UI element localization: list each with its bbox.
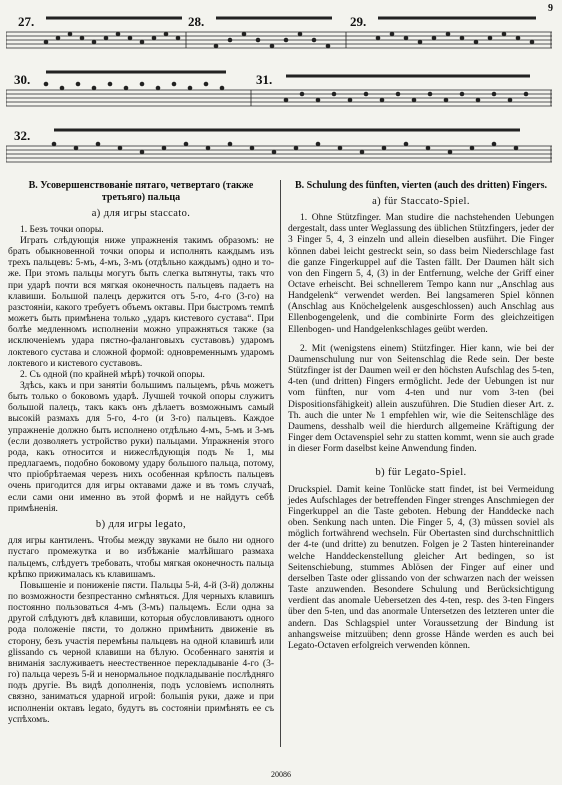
left-paragraph-2: Здѣсь, какъ и при занятіи большимъ пальцемъ, рѣчь можетъ быть только о боковомъ ударѣ. Лучшей точкой опоры служитъ большой палецъ, такъ какъ онъ дѣлаетъ возможнымъ самый высокій размахъ для 5-го, 4-го (и 3-го) пальцевъ. Каждое упражненіе должно быть исполнено отдѣльно 4-мъ, 5-мъ и 3-мъ (если дозволяетъ устройство руки) пальцами. Упражненія этого рода, какъ относится и нижеслѣдующія подъ № 1, мы предлагаемъ, подобно боковому удару большого пальца, потому, что пріобрѣтаемая черезъ нихъ особенная крѣпость пальцевъ очень пригодится для игры октавами даже и въ томъ случаѣ, если сами они именно въ этой формѣ и не найдутъ себѣ примѣненія. (8, 381, 274, 514)
left-heading: B. Усовершенствованіе пятаго, четвертаго (также третьяго) пальца (28, 180, 254, 203)
page-number: 9 (548, 3, 553, 14)
example-number-27: 27. (18, 14, 35, 29)
left-paragraph-1: Играть слѣдующія ниже упражненія такимъ образомъ: не брать обыкновенной точки опоры и исполнять каждымъ изъ трехъ пальцевъ: 5-мъ, 4-мъ, 3-мъ (отдѣльно каждымъ) одно и то-же. При этомъ пальцы могутъ быть слегка вытянуты, такъ что при ударѣ почти вся мягкая оконечность пальцевъ падаетъ на клавиши. Большой палецъ держится отъ 5-го, 4-го (3-го) на разстояніи, какого требуетъ объемъ октавы. При быстромъ темпѣ можетъ быть примѣнена только „ударъ кистевого сустава“. При болѣе медленномъ исполненіи можно упражняться также (за исключеніемъ удара пястно-фаланговыхъ суставовъ) ударомъ локтевого сустава и сложной формой: одновременнымъ ударомъ локтевого и кистевого суставовъ. (8, 235, 274, 369)
music-system-1 (6, 12, 552, 56)
left-paragraph-4: Повышеніе и пониженіе пясти. Пальцы 5-й, 4-й (3-й) должны по возможности безпрестанно смѣняться. Для черныхъ клавишъ постоянно пользоваться 4-мъ (3-мъ) пальцемъ. Если одна за другой слѣдуютъ двѣ клавиши, которыя обусловливаютъ одного рода положеніе пясти, то должно примѣнить движеніе въ сторону, безъ участія перемѣны пальцевъ на одной клавишѣ или glissando съ черной клавиши на бѣлую. Особеннаго занятія и вниманія заслуживаетъ неестественное перекладываніе 4-го (3-го) пальца черезъ 5-й и ненормальное подкладываніе послѣдняго подъ другіе. Въ видѣ дополненія, подъ условіемъ исполнять связно, заниматься ударной игрой: большія руки, даже и при исполненіи октавъ legato, будутъ въ состояніи примѣнять ее съ успѣхомъ. (8, 580, 274, 725)
example-number-29: 29. (350, 14, 367, 29)
example-number-28: 28. (188, 14, 205, 29)
column-divider (280, 180, 281, 747)
right-paragraph-1: 1. Ohne Stützfinger. Man studire die nachstehenden Uebungen dergestalt, dass unter Weglassung des üblichen Stützfingers, jeder der 3 Finger 5, 4, 3 einzeln und allein dieselben ausführt. Die Finger können dabei leicht gestreckt sein, so dass beim Niederschlage fast die ganze Fingerkuppel auf die Tasten fällt. Der Daumen hält sich von den Fingern 5, 4, (3) in der Entfernung, welche der Griff einer Octave erheischt. Bei schnellerem Tempo kann nur „Anschlag aus Handgelenk“ verwendet werden. Bei langsameren Spiel können (Anschlag aus Knöchelgelenk ausgeschlossen) auch Anschlag aus Ellenbogengelenk, und die combinirte Form des gleichzeitigen Ellenbogen- und Handgelenkschlages geübt werden. (288, 213, 554, 335)
example-number-32: 32. (14, 128, 31, 143)
music-system-3 (6, 122, 552, 174)
right-heading: B. Schulung des fünften, vierten (auch des dritten) Fingers. (295, 180, 547, 191)
staff-lines-1 (6, 12, 552, 56)
left-section-1-title: 1. Безъ точки опоры. (20, 224, 104, 235)
left-paragraph-3: для игры кантиленъ. Чтобы между звуками не было ни одного пустаго промежутка и во избѣжаніе малѣйшаго размаха пальцемъ, слѣдуетъ требовать, чтобы мягкая оконечность пальца крѣпко прижималась къ клавишамъ. (8, 536, 274, 580)
left-subheading-a: a) для игры staccato. (91, 207, 191, 219)
right-paragraph-2: 2. Mit (wenigstens einem) Stützfinger. Hier kann, wie bei der Daumenschulung nur von Seitenschlag die Rede sein. Der beste Stützfinger ist der Daumen weil er den höchsten Aufschlag des 5-ten, 4-ten (und dritten) Fingers ermöglicht. Jede der Uebungen ist nur vom fünften, nur vom 4-ten und nur vom 3-ten (bei Dispositionsfähigkeit) allein auszuführen. Die Studien dieser Art. z. Th. auch die unter № 1 empfehlen wir, wie die Seitenschläge des Daumens, desshalb weil die hierdurch allgemeine Kräftigung der Finger dem Octavenspiel sehr zu statten kommt, wenn sie auch grade in dieser Form daselbst keine Anwendung finden. (288, 343, 554, 455)
right-subheading-b: b) für Legato-Spiel. (375, 467, 467, 479)
staff-lines-3 (6, 122, 552, 174)
example-number-31: 31. (256, 72, 273, 87)
right-paragraph-3: Druckspiel. Damit keine Tonlücke statt findet, ist bei Vermeidung jedes Aufschlages der betreffenden Finger strenges Anschmiegen der Fingerkuppel an die Taste geboten. Hebung der Handdecke nach oben. Senkung nach unten. Die Finger 5, 4, (3) müssen soviel als möglich fortwährend wechseln. Für Obertasten sind durchschnittlich der 4-te (und dritte) zu benutzen. Folgen je 2 Tasten hintereinander welche Handdeckenstellung gleicher Art bedingen, so ist Seitenschiebung, stummes Ablösen der Finger auf einer und derselben Taste oder glissando von der schwarzen nach der weissen Taste anzuwenden. Besondere Schulung und Berücksichtigung verdient das anomale Uebersetzen des 4-ten, resp. des 3-ten Fingers über den 5-ten, und das anormale Untersetzen des letzteren unter die andern. Das Schlagspiel unter Voraussetzung der Bindung ist anhangsweise mitzuüben; denn grosse Hände werden es auch bei Legato-Octaven erfolgreich verwenden können. (288, 484, 554, 651)
example-number-30: 30. (14, 72, 31, 87)
german-column (288, 180, 554, 652)
music-system-2 (6, 66, 552, 116)
plate-number: 20086 (271, 770, 291, 779)
right-subheading-a: a) für Staccato-Spiel. (372, 195, 470, 207)
staff-lines-2 (6, 66, 552, 116)
russian-column (8, 180, 274, 726)
left-subheading-b: b) для игры legato, (95, 518, 187, 530)
left-section-2-title: 2. Съ одной (по крайней мѣрѣ) точкой опоры. (20, 369, 205, 380)
